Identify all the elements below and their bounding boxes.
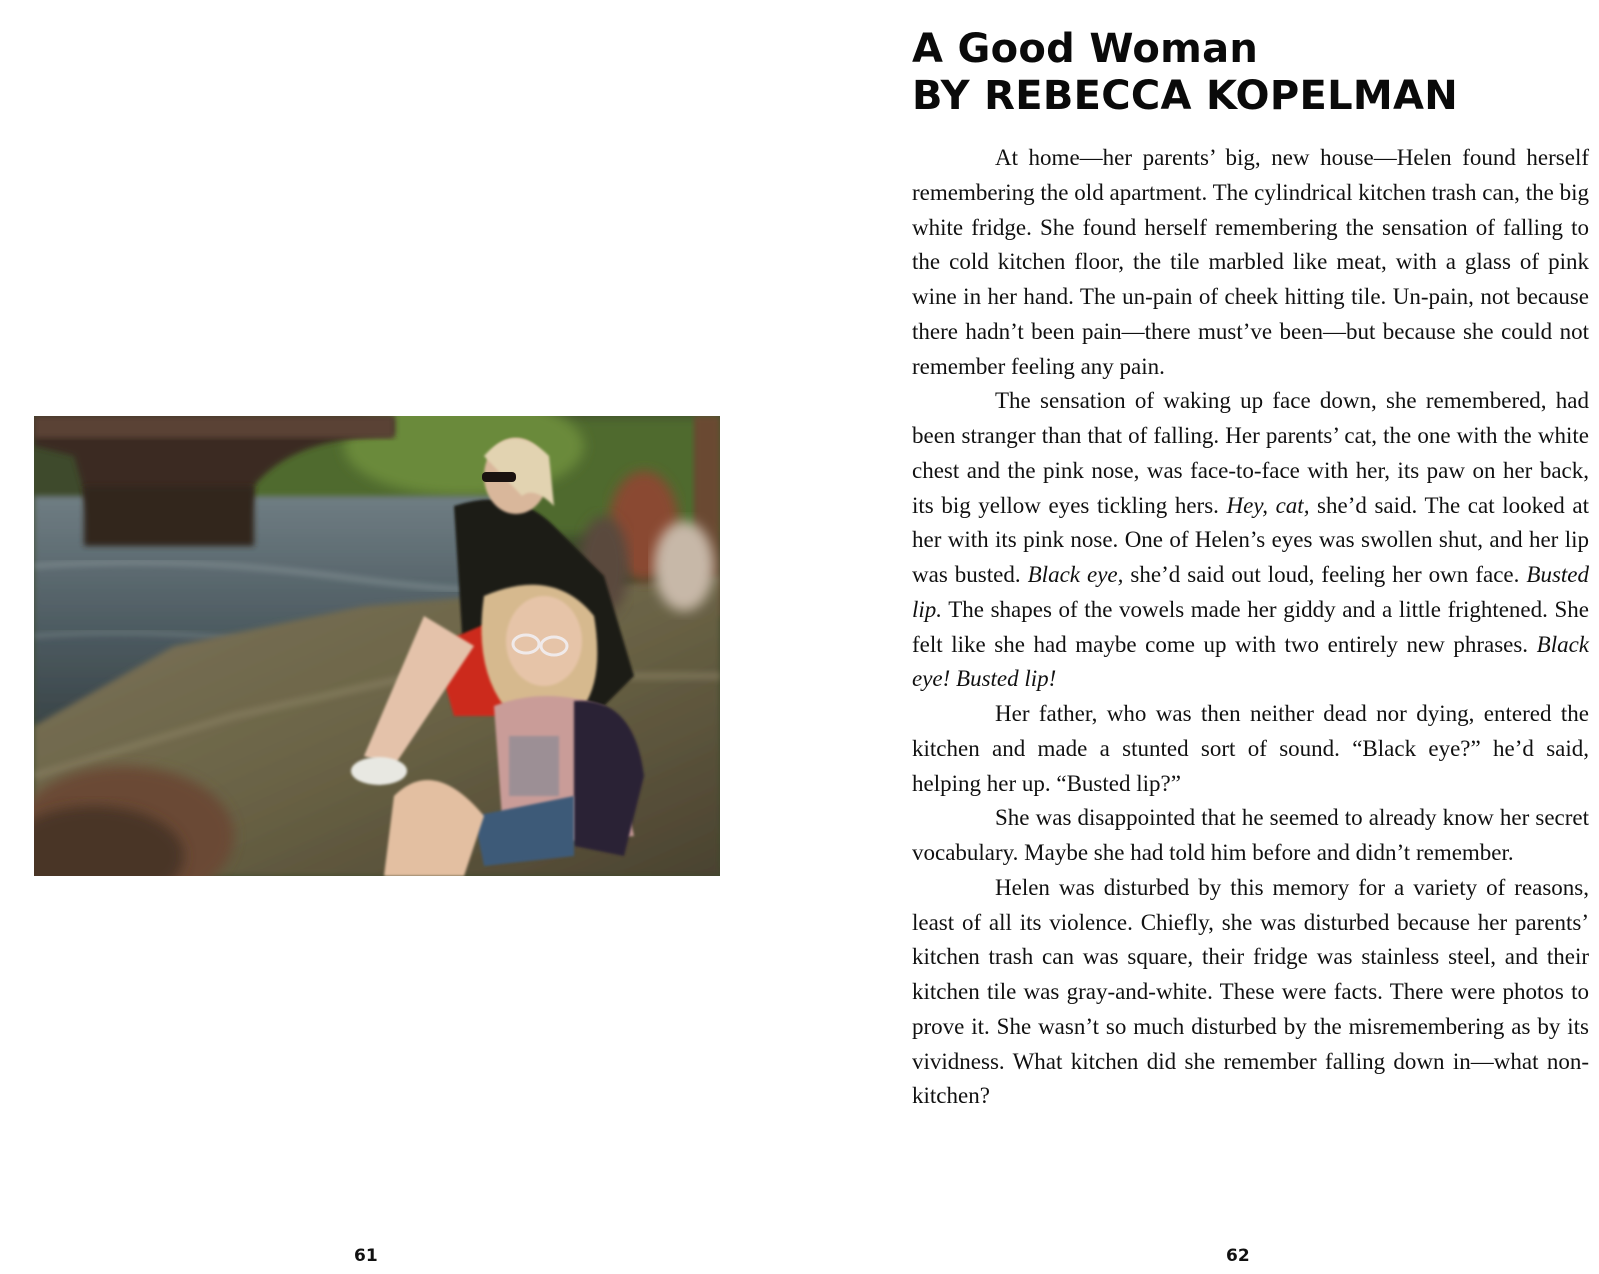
paragraph-text: The shapes of the vowels made her giddy and a little frightened. She felt like she had maybe come up with two entirely new phrases. (912, 596, 1589, 657)
article-paragraph (912, 871, 1589, 1114)
page-number-right: 62 (1226, 1246, 1250, 1266)
paragraph-text: At home—her parents’ big, new house—Helen found herself remembering the old apartment. The cylindrical kitchen trash can, the big white fridge. She found herself remembering the sensation of falling to the cold kitchen floor, the tile marbled like meat, with a glass of pink wine in her hand. The un-pain of cheek hitting tile. Un-pain, not because there hadn’t been pain—there must’ve been—but because she could not remember feeling any pain. (912, 145, 1589, 379)
italic-text: Black eye, (1027, 562, 1124, 587)
paragraph-text: she’d said out loud, feeling her own face. (1123, 562, 1527, 587)
article-byline: BY REBECCA KOPELMAN (912, 73, 1458, 119)
paragraph-text: Helen was disturbed by this memory for a variety of reasons, least of all its violence. Chiefly, she was disturbed because her parents’ kitchen trash can was square, their fridge was stainless steel, and their kitchen tile was gray-and-white. These were facts. There were photos to prove it. She wasn’t so much disturbed by the misremembering as by its vividness. What kitchen did she remember falling down in—what non-kitchen? (912, 874, 1589, 1109)
italic-text: Black eye! Busted lip! (912, 631, 1589, 692)
article-photo (34, 416, 720, 876)
page-number-left: 61 (354, 1246, 378, 1266)
article-title: A Good Woman (912, 26, 1259, 72)
article-body (912, 141, 1589, 1114)
photo-riverbank-icon (34, 416, 720, 876)
paragraph-text: She was disappointed that he seemed to already know her secret vocabulary. Maybe she had told him before and didn’t remember. (912, 805, 1589, 865)
italic-text: Hey, cat, (1226, 492, 1310, 518)
article-paragraph (912, 697, 1589, 801)
paragraph-text: she’d said. The cat looked at her with its pink nose. One of Helen’s eyes was swollen shut, and her lip was busted. (912, 492, 1589, 587)
article-paragraph (912, 141, 1589, 384)
paragraph-text: The sensation of waking up face down, she remembered, had been stranger than that of falling. Her parents’ cat, the one with the white chest and the pink nose, was face-to-face with her, its paw on her back, its big yellow eyes tickling hers. (912, 388, 1589, 518)
paragraph-text: Her father, who was then neither dead nor dying, entered the kitchen and made a stunted sort of sound. “Black eye?” he’d said, helping her up. “Busted lip?” (912, 701, 1589, 796)
article (912, 26, 1589, 1114)
article-paragraph (912, 801, 1589, 871)
italic-text: Busted lip. (912, 562, 1589, 622)
article-paragraph (912, 384, 1589, 697)
